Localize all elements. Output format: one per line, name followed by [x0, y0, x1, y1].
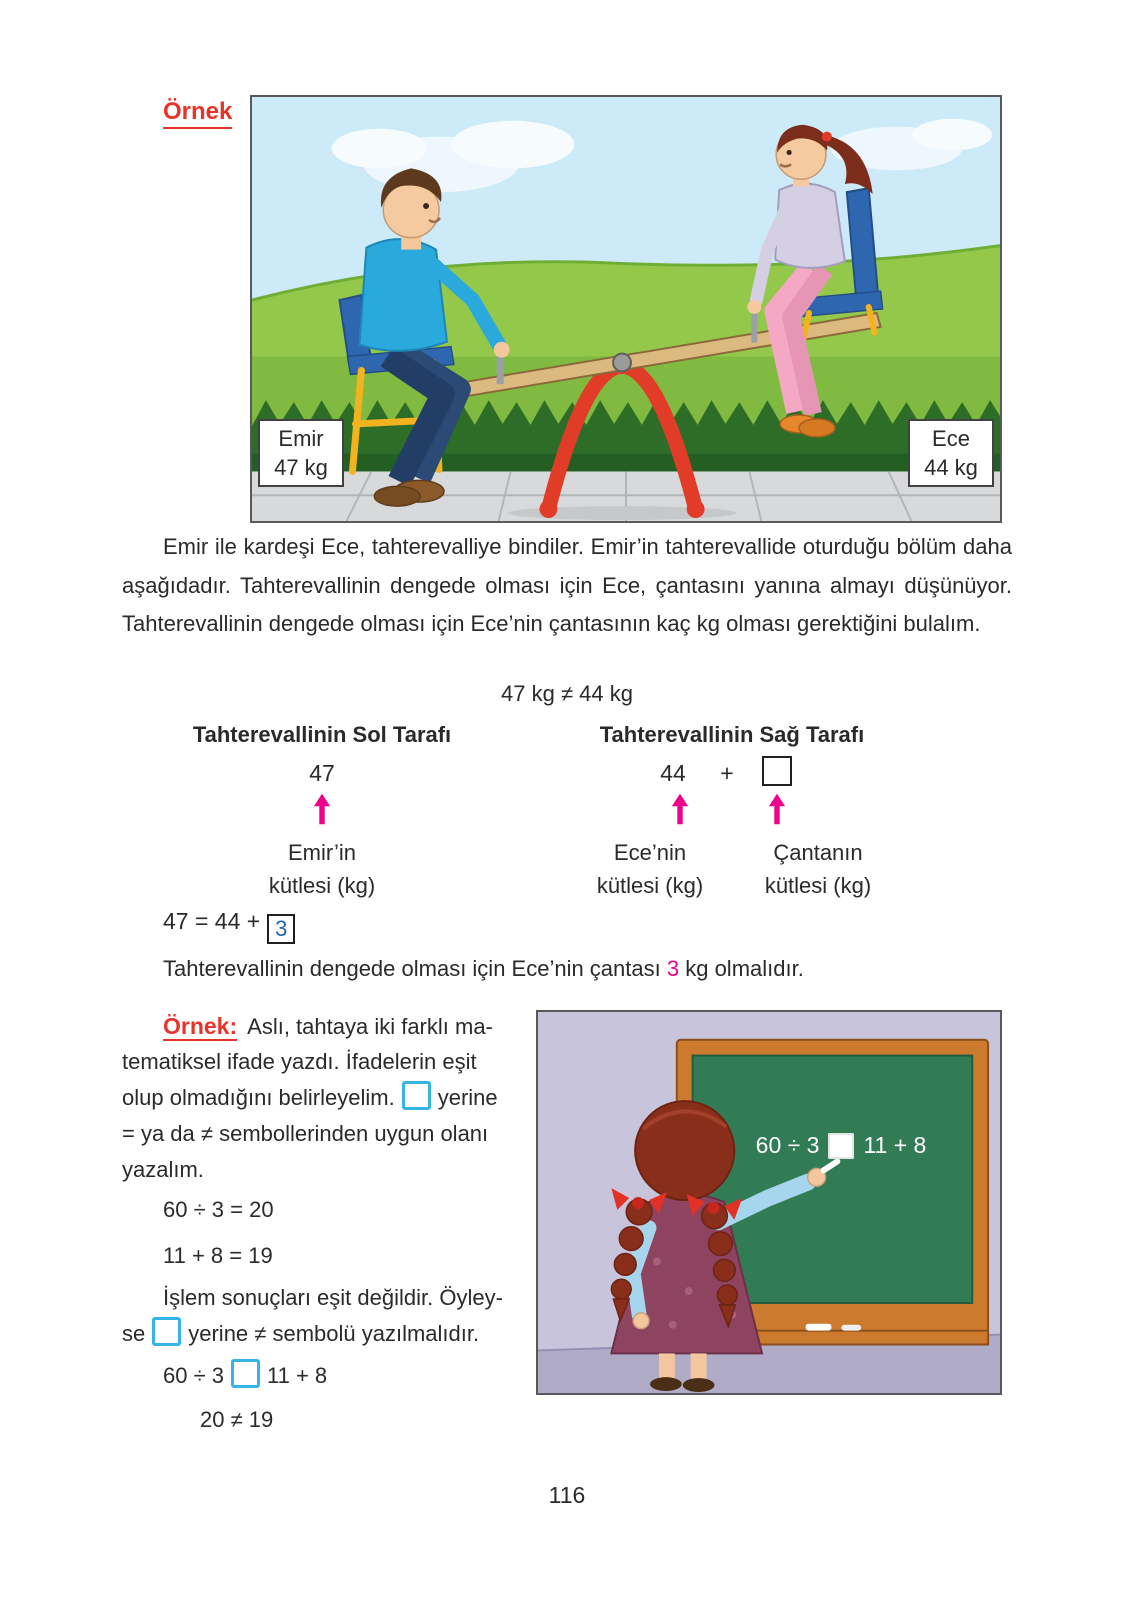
- bag-mass-box: [762, 756, 792, 786]
- caption-line: Çantanın: [773, 840, 863, 865]
- ece-weight-tag: [908, 419, 994, 487]
- bag-mass-caption: [708, 836, 928, 902]
- conclusion-sentence: [122, 956, 1012, 982]
- equation-prefix: 47 = 44 +: [163, 908, 261, 934]
- conclusion-after: kg olmalıdır.: [679, 956, 804, 981]
- board-placeholder-box: [828, 1133, 854, 1159]
- emir-name: Emir: [278, 426, 324, 451]
- text-line: [122, 1080, 536, 1116]
- inequality-line: 47 kg ≠ 44 kg: [501, 681, 633, 706]
- up-arrow-icon: [671, 792, 689, 826]
- page-number: 116: [548, 1482, 586, 1508]
- text-line: İşlem sonuçları eşit değildir. Öyley-: [163, 1285, 503, 1310]
- ece-weight: 44 kg: [924, 455, 978, 480]
- caption-line: Emir’in: [287, 840, 357, 865]
- caption-line: Ece’nin: [613, 840, 687, 865]
- expression-line: [122, 1358, 536, 1394]
- text-segment: olup olmadığını belirleyelim.: [122, 1085, 395, 1110]
- symbol-placeholder-box: [402, 1081, 431, 1110]
- text-line: tematiksel ifade yazdı. İfadelerin eşit: [122, 1049, 477, 1074]
- ece-name: Ece: [932, 426, 970, 451]
- emir-mass-value: 47: [309, 760, 335, 786]
- blackboard-scene-svg: [538, 1012, 1000, 1393]
- right-side-heading: Tahterevallinin Sağ Tarafı: [599, 722, 865, 747]
- text-line: [122, 1316, 536, 1352]
- up-arrow-icon: [313, 792, 331, 826]
- board-expression-right: 11 + 8: [863, 1132, 927, 1158]
- example1-label: Örnek: [163, 98, 232, 129]
- text-segment: yerine ≠ sembolü yazılmalıdır.: [188, 1321, 480, 1346]
- emir-mass-caption: [212, 836, 432, 902]
- up-arrow-icon: [768, 792, 786, 826]
- text-line: = ya da ≠ sembollerinden uygun olanı: [122, 1121, 489, 1146]
- answer-box: 3: [267, 914, 295, 944]
- example2-label: Örnek:: [163, 1013, 238, 1039]
- emir-weight-tag: [258, 419, 344, 487]
- symbol-placeholder-box: [231, 1359, 260, 1388]
- result-line: 20 ≠ 19: [200, 1407, 274, 1432]
- expression-right: 11 + 8: [267, 1363, 328, 1388]
- example2-text-column: [122, 1008, 536, 1438]
- plus-sign: +: [720, 760, 734, 786]
- board-expression: [708, 1132, 974, 1159]
- symbol-placeholder-box: [152, 1317, 181, 1346]
- text-segment: yerine: [437, 1085, 498, 1110]
- caption-line: kütlesi (kg): [764, 873, 872, 898]
- emir-weight: 47 kg: [274, 455, 328, 480]
- text-line: yazalım.: [122, 1157, 204, 1182]
- text-segment: Aslı, tahtaya iki farklı ma-: [247, 1014, 493, 1039]
- caption-line: kütlesi (kg): [268, 873, 376, 898]
- expression-left: 60 ÷ 3: [163, 1363, 225, 1388]
- equation-line: [163, 908, 295, 944]
- seesaw-illustration: [250, 95, 1002, 523]
- caption-line: kütlesi (kg): [596, 873, 704, 898]
- conclusion-before: Tahterevallinin dengede olması için Ece’nin çantası: [163, 956, 667, 981]
- blackboard-illustration: [536, 1010, 1002, 1395]
- problem-paragraph: Emir ile kardeşi Ece, tahterevalliye bindiler. Emir’in tahterevallide oturduğu bölüm daha aşağıdadır. Tahterevallinin dengede olması için Ece, çantasını yanına almayı düşünüyor. Tahterevallinin dengede olması için Ece’nin çantasının kaç kg olması gerektiğini bulalım.: [122, 534, 1012, 636]
- seesaw-scene-svg: [252, 97, 1000, 521]
- left-side-heading: Tahterevallinin Sol Tarafı: [192, 722, 452, 747]
- equation-1: 60 ÷ 3 = 20: [163, 1197, 274, 1222]
- ece-mass-value: 44: [660, 760, 686, 786]
- text-line: [122, 1008, 536, 1044]
- conclusion-value: 3: [666, 956, 680, 981]
- board-expression-left: 60 ÷ 3: [755, 1132, 820, 1158]
- equation-2: 11 + 8 = 19: [163, 1243, 273, 1268]
- text-segment: se: [122, 1321, 146, 1346]
